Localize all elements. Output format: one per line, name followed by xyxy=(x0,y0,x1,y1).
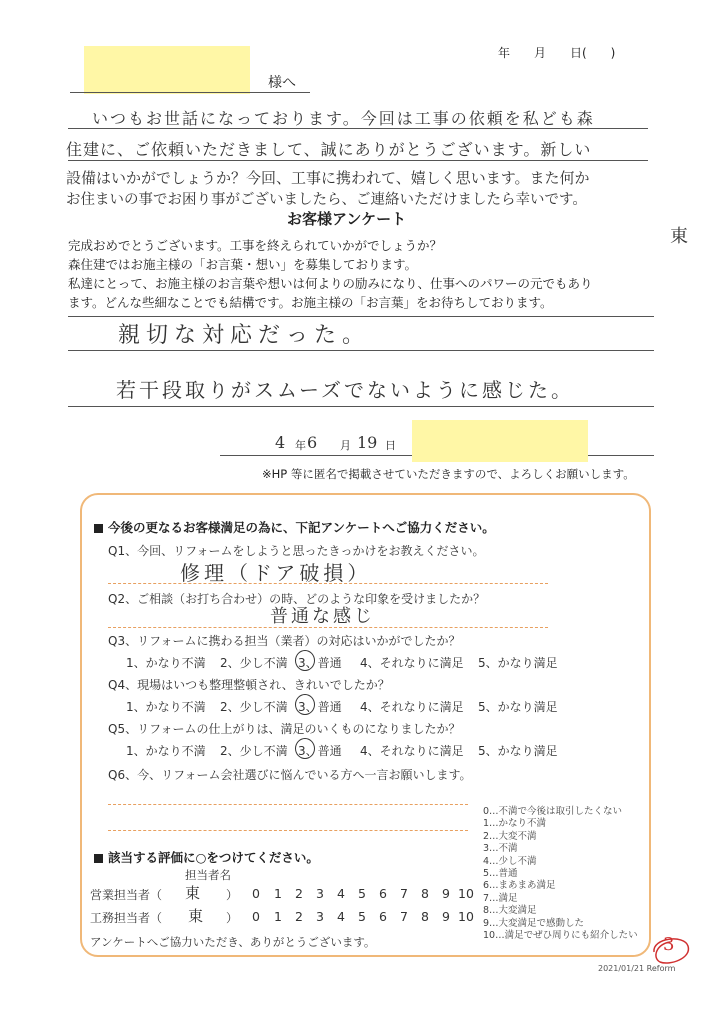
legend-item: 0…不満で今後は取引したくない xyxy=(483,806,623,817)
thanks-text: アンケートへご協力いただき、ありがとうございます。 xyxy=(90,935,376,949)
survey-date-month: 6 xyxy=(307,433,318,452)
rating-heading xyxy=(94,848,319,866)
q4-option-3[interactable]: 3、普通 xyxy=(298,700,342,714)
survey-intro-3: 私達にとって、お施主様のお言葉や想いは何よりの励みになり、仕事へのパワーの元でもあり xyxy=(68,276,593,291)
q3-option-1[interactable]: 1、かなり不満 xyxy=(126,656,206,670)
legend-item: 8…大変満足 xyxy=(483,905,537,917)
survey-date-year-unit: 年 xyxy=(295,439,306,452)
survey-date-year: 4 xyxy=(275,433,286,452)
q5-option-5[interactable]: 5、かなり満足 xyxy=(478,744,558,758)
survey-title: お客様アンケート xyxy=(287,210,407,228)
rating-bullet-icon xyxy=(94,854,103,863)
q5-option-1[interactable]: 1、かなり不満 xyxy=(126,744,206,758)
legend-item: 5…普通 xyxy=(483,868,518,880)
legend-item: 6…まあまあ満足 xyxy=(483,880,556,892)
q4-option-2[interactable]: 2、少し不満 xyxy=(220,700,288,714)
sales-label: 営業担当者（ xyxy=(90,888,163,902)
works-score-8[interactable]: 8 xyxy=(421,909,429,924)
rating-mark-number: 3 xyxy=(663,934,675,955)
q4-text: Q4、現場はいつも整理整頓され、きれいでしたか？ xyxy=(108,678,390,692)
q4-selected-circle xyxy=(295,694,315,715)
signature: 東 xyxy=(670,226,688,247)
sales-close: ） xyxy=(226,888,239,902)
q6-text: Q6、今、リフォーム会社選びに悩んでいる方へ一言お願いします。 xyxy=(108,768,472,782)
works-close: ） xyxy=(226,911,239,925)
q1-answer: 修理（ドア破損） xyxy=(180,561,372,585)
sales-score-5[interactable]: 5 xyxy=(358,886,366,901)
sales-score-10[interactable]: 10 xyxy=(458,886,474,901)
sales-score-8[interactable]: 8 xyxy=(421,886,429,901)
q3-option-2[interactable]: 2、少し不満 xyxy=(220,656,288,670)
response-rule-top xyxy=(68,316,654,317)
customer-name-redaction xyxy=(84,46,250,94)
survey-date-day: 19 xyxy=(357,433,378,452)
legend-item: 3…不満 xyxy=(483,843,518,855)
q2-answer: 普通な感じ xyxy=(270,606,375,627)
questionnaire-heading xyxy=(94,518,495,536)
sales-staff-name: 東 xyxy=(185,884,201,902)
works-score-9[interactable]: 9 xyxy=(442,909,450,924)
q6-answer-line-2 xyxy=(108,830,468,831)
sales-score-3[interactable]: 3 xyxy=(316,886,324,901)
survey-date-month-unit: 月 xyxy=(340,439,351,452)
sales-score-2[interactable]: 2 xyxy=(295,886,303,901)
q3-selected-circle xyxy=(295,650,315,671)
survey-intro-1: 完成おめでとうございます。工事を終えられていかがでしょうか？ xyxy=(68,238,443,253)
works-score-6[interactable]: 6 xyxy=(379,909,387,924)
works-staff-name: 東 xyxy=(188,907,204,925)
works-score-2[interactable]: 2 xyxy=(295,909,303,924)
rating-legend xyxy=(483,806,638,942)
q3-option-5[interactable]: 5、かなり満足 xyxy=(478,656,558,670)
works-score-1[interactable]: 1 xyxy=(274,909,282,924)
q4-option-4[interactable]: 4、それなりに満足 xyxy=(360,700,464,714)
works-score-7[interactable]: 7 xyxy=(400,909,408,924)
publication-note: ※HP 等に匿名で掲載させていただきますので、よろしくお願いします。 xyxy=(262,467,635,481)
message-rule-2 xyxy=(68,160,648,161)
survey-date-day-unit: 日 xyxy=(385,439,396,452)
survey-response-1: 親切な対応だった。 xyxy=(118,323,371,348)
legend-item: 7…満足 xyxy=(483,892,518,904)
message-line-3: 設備はいかがでしょうか？今回、工事に携われて、嬉しく思います。また何か xyxy=(66,169,590,187)
q5-option-3[interactable]: 3、普通 xyxy=(298,744,342,758)
sales-score-1[interactable]: 1 xyxy=(274,886,282,901)
survey-response-2: 若干段取りがスムーズでないように感じた。 xyxy=(116,378,574,402)
q5-option-2[interactable]: 2、少し不満 xyxy=(220,744,288,758)
q6-answer-line-1 xyxy=(108,804,468,805)
legend-item: 1…かなり不満 xyxy=(483,818,547,830)
q1-text: Q1、今回、リフォームをしようと思ったきっかけをお教えください。 xyxy=(108,544,485,558)
works-score-4[interactable]: 4 xyxy=(337,909,345,924)
questionnaire-heading-text: 今後の更なるお客様満足の為に、下記アンケートへご協力ください。 xyxy=(108,520,495,535)
version-footer: 2021/01/21 Reform xyxy=(598,964,676,973)
works-label: 工務担当者（ xyxy=(90,911,163,925)
date-label: 年 月 日( ) xyxy=(498,46,616,60)
q2-text: Q2、ご相談（お打ち合わせ）の時、どのような印象を受けましたか？ xyxy=(108,592,486,606)
works-score-10[interactable]: 10 xyxy=(458,909,474,924)
q4-option-1[interactable]: 1、かなり不満 xyxy=(126,700,206,714)
sales-score-4[interactable]: 4 xyxy=(337,886,345,901)
legend-item: 10…満足でぜひ周りにも紹介したい xyxy=(483,930,638,942)
q3-text: Q3、リフォームに携わる担当（業者）の対応はいかがでしたか？ xyxy=(108,634,461,648)
q4-option-5[interactable]: 5、かなり満足 xyxy=(478,700,558,714)
works-score-0[interactable]: 0 xyxy=(252,909,260,924)
heading-bullet-icon xyxy=(94,524,103,533)
q1-answer-line xyxy=(108,583,548,584)
salutation: 様へ xyxy=(268,75,296,91)
response-rule-2 xyxy=(68,406,654,407)
rating-heading-text: 該当する評価に○をつけてください。 xyxy=(108,850,319,865)
works-score-5[interactable]: 5 xyxy=(358,909,366,924)
q3-option-3[interactable]: 3、普通 xyxy=(298,656,342,670)
response-rule-1 xyxy=(68,350,654,351)
message-line-1: いつもお世話になっております。今回は工事の依頼を私ども森 xyxy=(92,109,595,128)
legend-item: 9…大変満足で感動した xyxy=(483,917,585,929)
q3-option-4[interactable]: 4、それなりに満足 xyxy=(360,656,464,670)
legend-item: 4…少し不満 xyxy=(483,855,537,867)
q5-option-4[interactable]: 4、それなりに満足 xyxy=(360,744,464,758)
name-underline xyxy=(70,92,310,93)
message-rule-1 xyxy=(68,128,648,129)
message-line-2: 住建に、ご依頼いただきまして、誠にありがとうございます。新しい xyxy=(66,140,592,159)
q5-selected-circle xyxy=(295,738,315,759)
survey-intro-4: ます。どんな些細なことでも結構です。お施主様の「お言葉」をお待ちしております。 xyxy=(68,295,553,310)
signer-name-redaction xyxy=(412,420,588,462)
sales-score-7[interactable]: 7 xyxy=(400,886,408,901)
survey-intro-2: 森住建ではお施主様の「お言葉・想い」を募集しております。 xyxy=(68,257,418,272)
sales-score-0[interactable]: 0 xyxy=(252,886,260,901)
q5-text: Q5、リフォームの仕上がりは、満足のいくものになりましたか？ xyxy=(108,722,461,736)
staff-name-label: 担当者名 xyxy=(185,868,231,882)
sales-score-9[interactable]: 9 xyxy=(442,886,450,901)
q2-answer-line xyxy=(108,627,548,628)
message-line-4: お住まいの事でお困り事がございましたら、ご連絡いただけましたら幸いです。 xyxy=(66,192,587,208)
legend-item: 2…大変不満 xyxy=(483,830,537,842)
sales-score-6[interactable]: 6 xyxy=(379,886,387,901)
works-score-3[interactable]: 3 xyxy=(316,909,324,924)
